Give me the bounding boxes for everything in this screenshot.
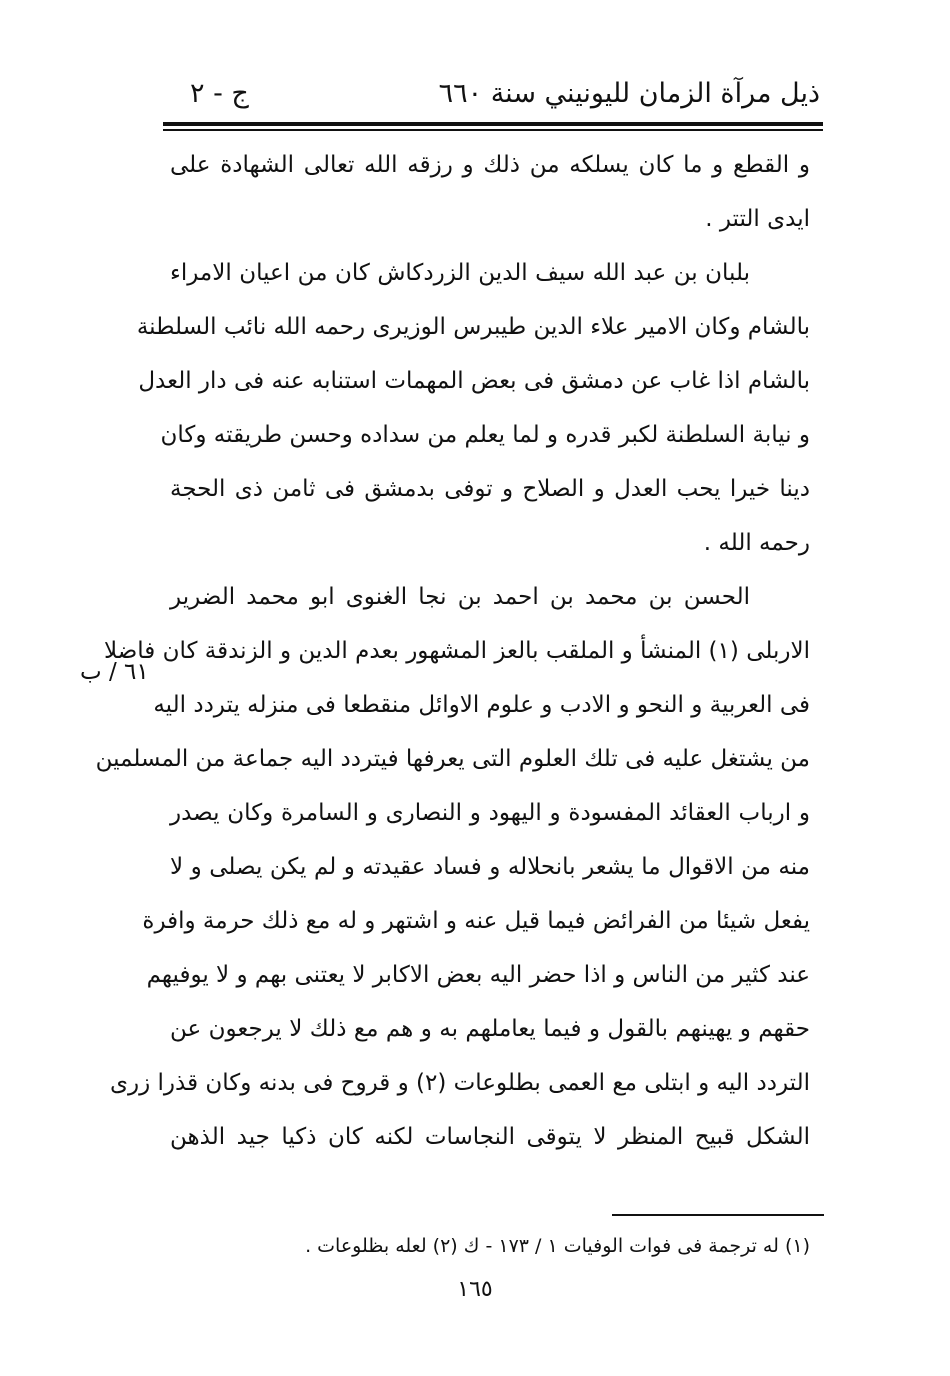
- footnote-rule: [612, 1214, 824, 1216]
- text-line: و نيابة السلطنة لكبر قدره و لما يعلم من سداده وحسن طريقته وكان: [160, 422, 810, 448]
- folio-margin-note: ٦١ / ب: [80, 659, 149, 685]
- text-line: حقهم و يهينهم بالقول و فيما يعاملهم به و هم مع ذلك لا يرجعون عن: [170, 1016, 810, 1042]
- text-line: و القطع و ما كان يسلكه من ذلك و رزقه الله تعالى الشهادة على: [170, 152, 810, 178]
- text-line: التردد اليه و ابتلى مع العمى بطلوعات (٢) و قروح فى بدنه وكان قذرا زرى: [109, 1070, 810, 1096]
- footnote: (١) له ترجمة فى فوات الوفيات ١ / ١٧٣ - ك (٢) لعله بظلوعات .: [305, 1235, 810, 1257]
- running-head: [160, 72, 820, 116]
- text-line: الحسن بن محمد بن احمد بن نجا الغنوى ابو محمد الضرير: [170, 584, 750, 610]
- text-line: منه من الاقوال ما يشعر بانحلاله و فساد عقيدته و لم يكن يصلى و لا: [170, 854, 810, 880]
- text-line: بالشام اذا غاب عن دمشق فى بعض المهمات استنابه عنه فى دار العدل: [138, 368, 810, 394]
- header-rule-thin: [163, 129, 823, 131]
- header-rule-thick: [163, 122, 823, 126]
- text-line: ايدى التتر .: [705, 206, 810, 232]
- text-line: دينا خيرا يحب العدل و الصلاح و توفى بدمشق فى ثامن ذى الحجة: [170, 476, 810, 502]
- text-line: الشكل قبيح المنظر لا يتوقى النجاسات لكنه كان ذكيا جيد الذهن: [170, 1124, 810, 1150]
- text-line: من يشتغل عليه فى تلك العلوم التى يعرفها فيتردد اليه جماعة من المسلمين: [95, 746, 810, 772]
- text-line: عند كثير من الناس و اذا حضر اليه بعض الاكابر لا يعتنى بهم و لا يوفيهم: [146, 962, 810, 988]
- text-line: يفعل شيئا من الفرائض فيما قيل عنه و اشتهر و له مع ذلك حرمة وافرة: [142, 908, 810, 934]
- text-line: فى العربية و النحو و الادب و علوم الاوائل منقطعا فى منزله يتردد اليه: [153, 692, 810, 718]
- text-line: الاربلى (١) المنشأ و الملقب بالعز المشهور بعدم الدين و الزندقة كان فاضلا: [104, 638, 810, 664]
- text-line: و ارباب العقائد المفسودة و اليهود و النصارى و السامرة وكان يصدر: [170, 800, 810, 826]
- text-line: بالشام وكان الامير علاء الدين طيبرس الوزيرى رحمه الله نائب السلطنة: [136, 314, 810, 340]
- running-head-title: ذيل مرآة الزمان لليونيني سنة ٦٦٠: [438, 78, 820, 109]
- volume-number: ج - ٢: [190, 78, 249, 109]
- text-line: رحمه الله .: [703, 530, 810, 556]
- page-number: ١٦٥: [457, 1277, 493, 1302]
- text-line: بلبان بن عبد الله سيف الدين الزردكاش كان من اعيان الامراء: [170, 260, 750, 286]
